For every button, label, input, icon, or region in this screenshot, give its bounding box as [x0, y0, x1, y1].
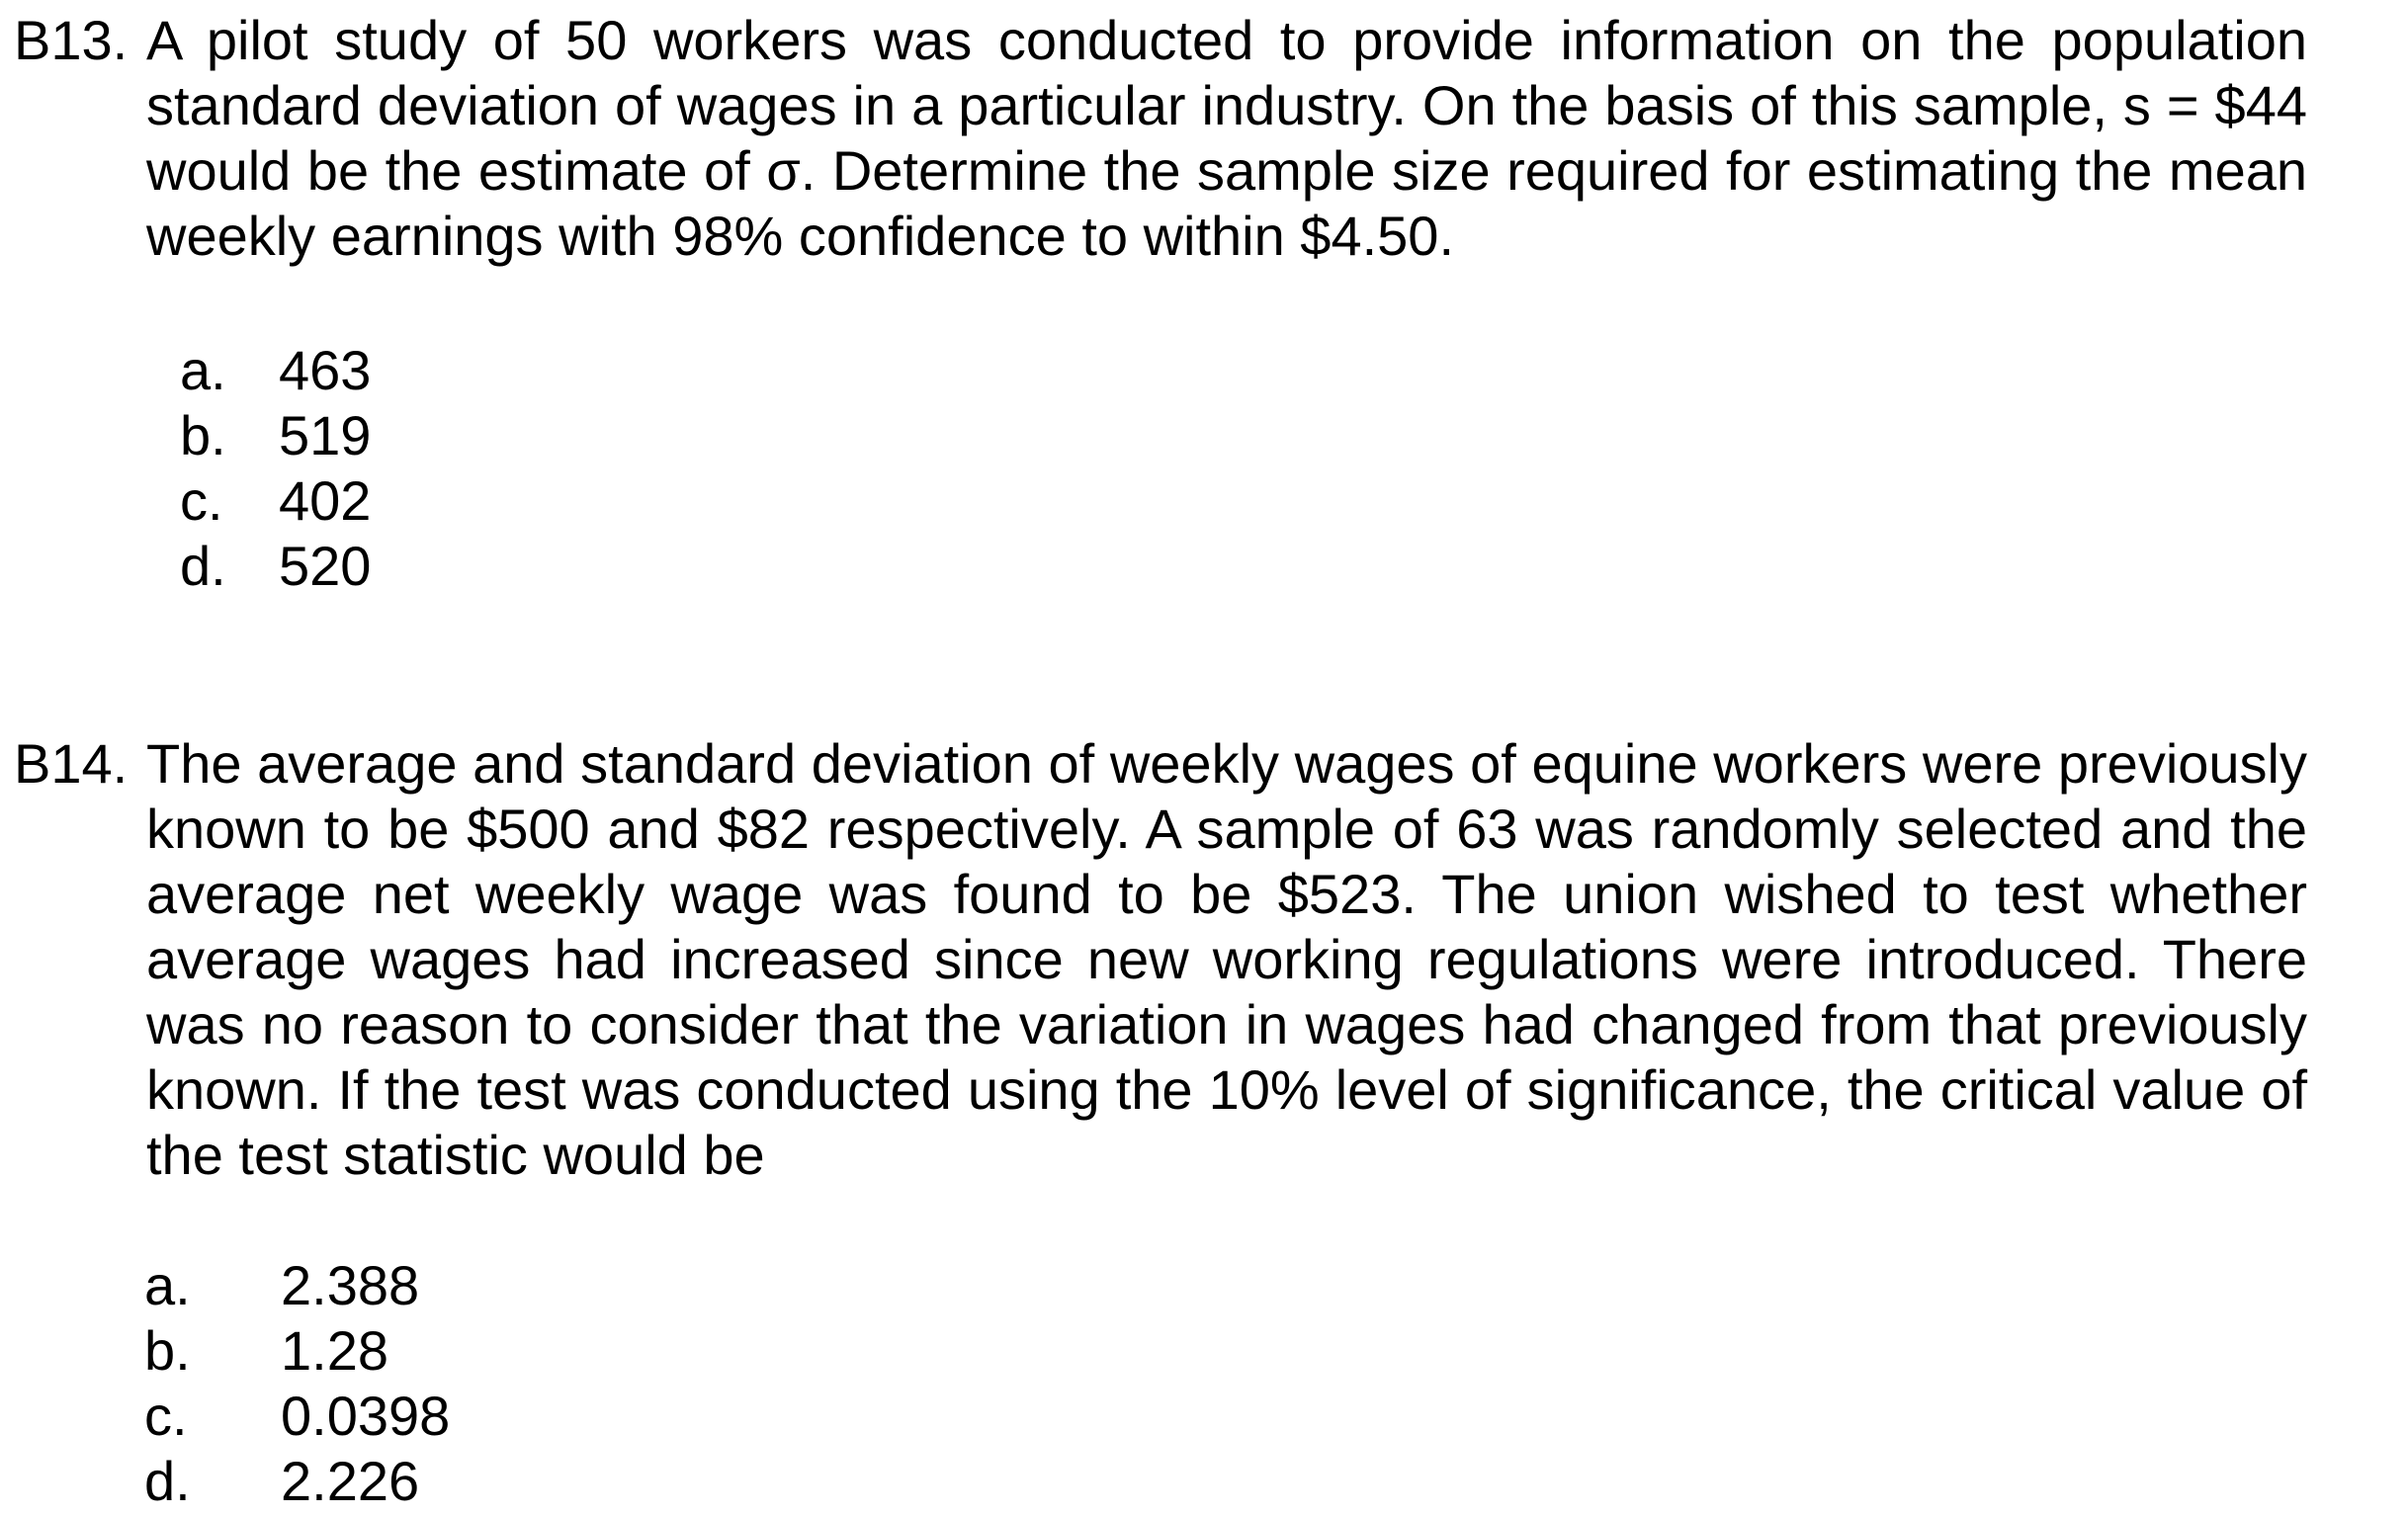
option-letter: c.	[180, 469, 223, 532]
option-c	[144, 1384, 450, 1449]
option-value: 2.226	[281, 1450, 420, 1512]
question-number: B13.	[14, 9, 129, 71]
option-letter: b.	[144, 1319, 191, 1382]
question-text: A pilot study of 50 workers was conducted to provide information on the population standard deviation of wages in a particular industry. On the basis of this sample, s = $44 would be the estimate of σ. Determine the sample size required for estimating the mean weekly earnings with 98% confidence to within $4.50.	[146, 9, 2307, 267]
option-letter: a.	[180, 339, 226, 401]
option-value: 0.0398	[281, 1385, 451, 1447]
option-value: 519	[279, 404, 372, 466]
answer-options-b14	[144, 1253, 450, 1514]
option-value: 2.388	[281, 1254, 420, 1316]
answer-options-b13	[180, 338, 371, 599]
option-b	[144, 1318, 450, 1384]
option-letter: d.	[144, 1450, 191, 1512]
option-value: 463	[279, 339, 372, 401]
option-d	[180, 534, 371, 599]
option-c	[180, 468, 371, 534]
option-value: 520	[279, 535, 372, 597]
option-letter: d.	[180, 535, 226, 597]
option-b	[180, 403, 371, 468]
option-a	[180, 338, 371, 403]
question-number: B14.	[14, 732, 129, 795]
option-d	[144, 1449, 450, 1514]
option-letter: c.	[144, 1385, 188, 1447]
option-letter: a.	[144, 1254, 191, 1316]
option-value: 1.28	[281, 1319, 388, 1382]
question-text: The average and standard deviation of weekly wages of equine workers were previously known to be $500 and $82 respectively. A sample of 63 was randomly selected and the average net weekly wage was found to be $523. The union wished to test whether average wages had increased since new working regulations were introduced. There was no reason to consider that the variation in wages had changed from that previously known. If the test was conducted using the 10% level of significance, the critical value of the test statistic would be	[146, 732, 2307, 1186]
option-letter: b.	[180, 404, 226, 466]
option-a	[144, 1253, 450, 1318]
question-b13	[14, 8, 2307, 269]
question-b14	[14, 731, 2307, 1188]
option-value: 402	[279, 469, 372, 532]
